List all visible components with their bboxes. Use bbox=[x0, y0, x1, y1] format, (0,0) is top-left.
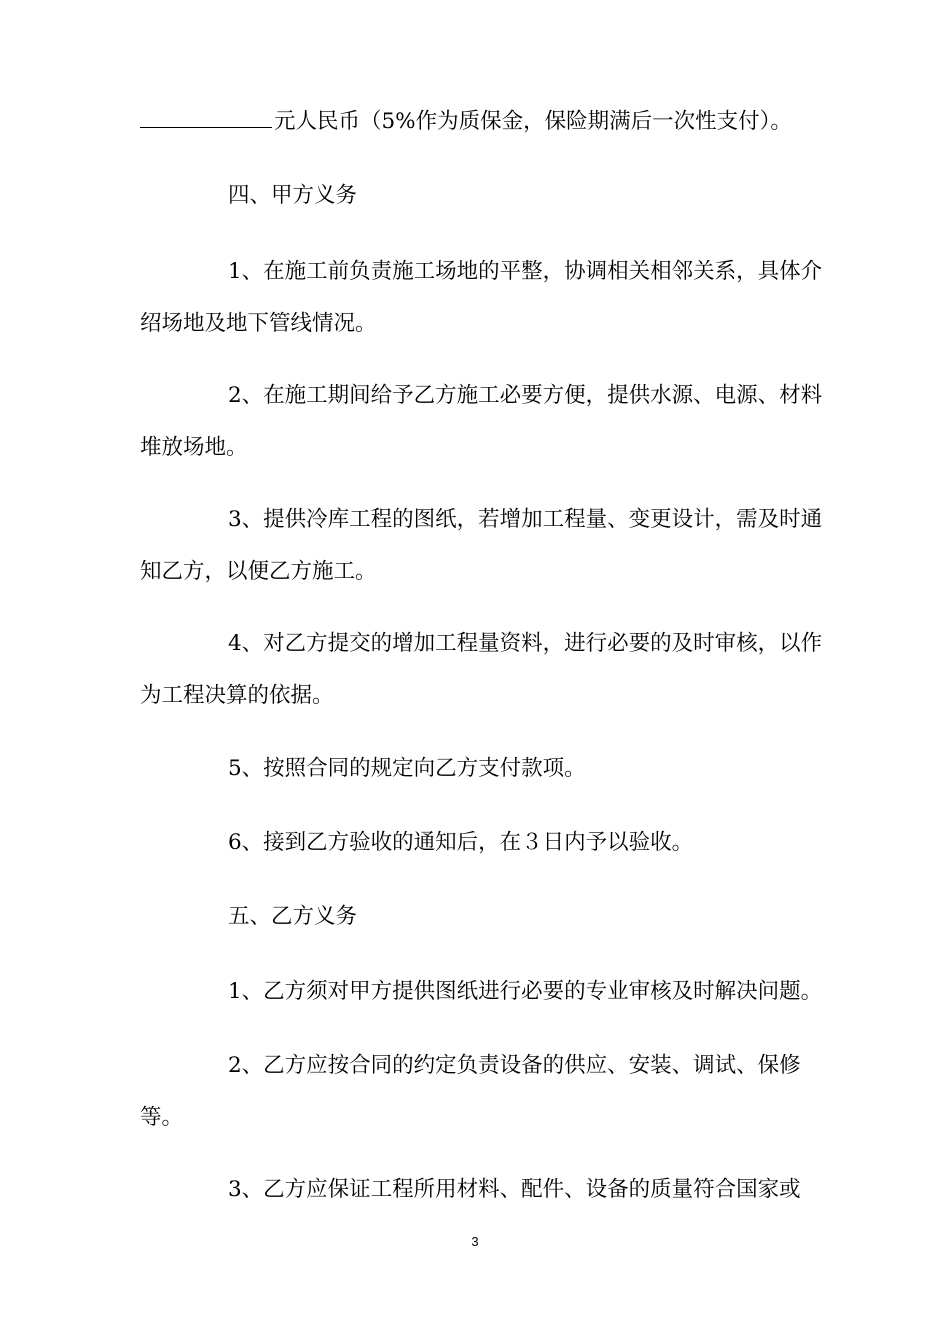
party-a-item-5: 5、按照合同的规定向乙方支付款项。 bbox=[228, 756, 586, 781]
amount-clause-text: 元人民币（5%作为质保金，保险期满后一次性支付）。 bbox=[274, 109, 792, 134]
party-a-item-1: 1、在施工前负责施工场地的平整，协调相关相邻关系，具体介绍场地及地下管线情况。 bbox=[140, 259, 823, 336]
amount-clause bbox=[140, 96, 830, 148]
page-number: 3 bbox=[471, 1234, 479, 1249]
party-a-item-3: 3、提供冷库工程的图纸，若增加工程量、变更设计，需及时通知乙方，以便乙方施工。 bbox=[140, 507, 823, 584]
party-a-item-2: 2、在施工期间给予乙方施工必要方便，提供水源、电源、材料堆放场地。 bbox=[140, 383, 823, 460]
amount-blank bbox=[140, 107, 272, 128]
section-heading-party-b: 五、乙方义务 bbox=[228, 904, 358, 929]
party-a-item-6: 6、接到乙方验收的通知后，在３日内予以验收。 bbox=[228, 830, 694, 855]
party-a-item-4: 4、对乙方提交的增加工程量资料，进行必要的及时审核，以作为工程决算的依据。 bbox=[140, 631, 823, 708]
section-heading-party-a: 四、甲方义务 bbox=[228, 183, 358, 208]
party-b-item-1: 1、乙方须对甲方提供图纸进行必要的专业审核及时解决问题。 bbox=[228, 979, 823, 1004]
party-b-item-3: 3、乙方应保证工程所用材料、配件、设备的质量符合国家或 bbox=[228, 1177, 801, 1202]
party-b-item-2: 2、乙方应按合同的约定负责设备的供应、安装、调试、保修等。 bbox=[140, 1053, 801, 1130]
